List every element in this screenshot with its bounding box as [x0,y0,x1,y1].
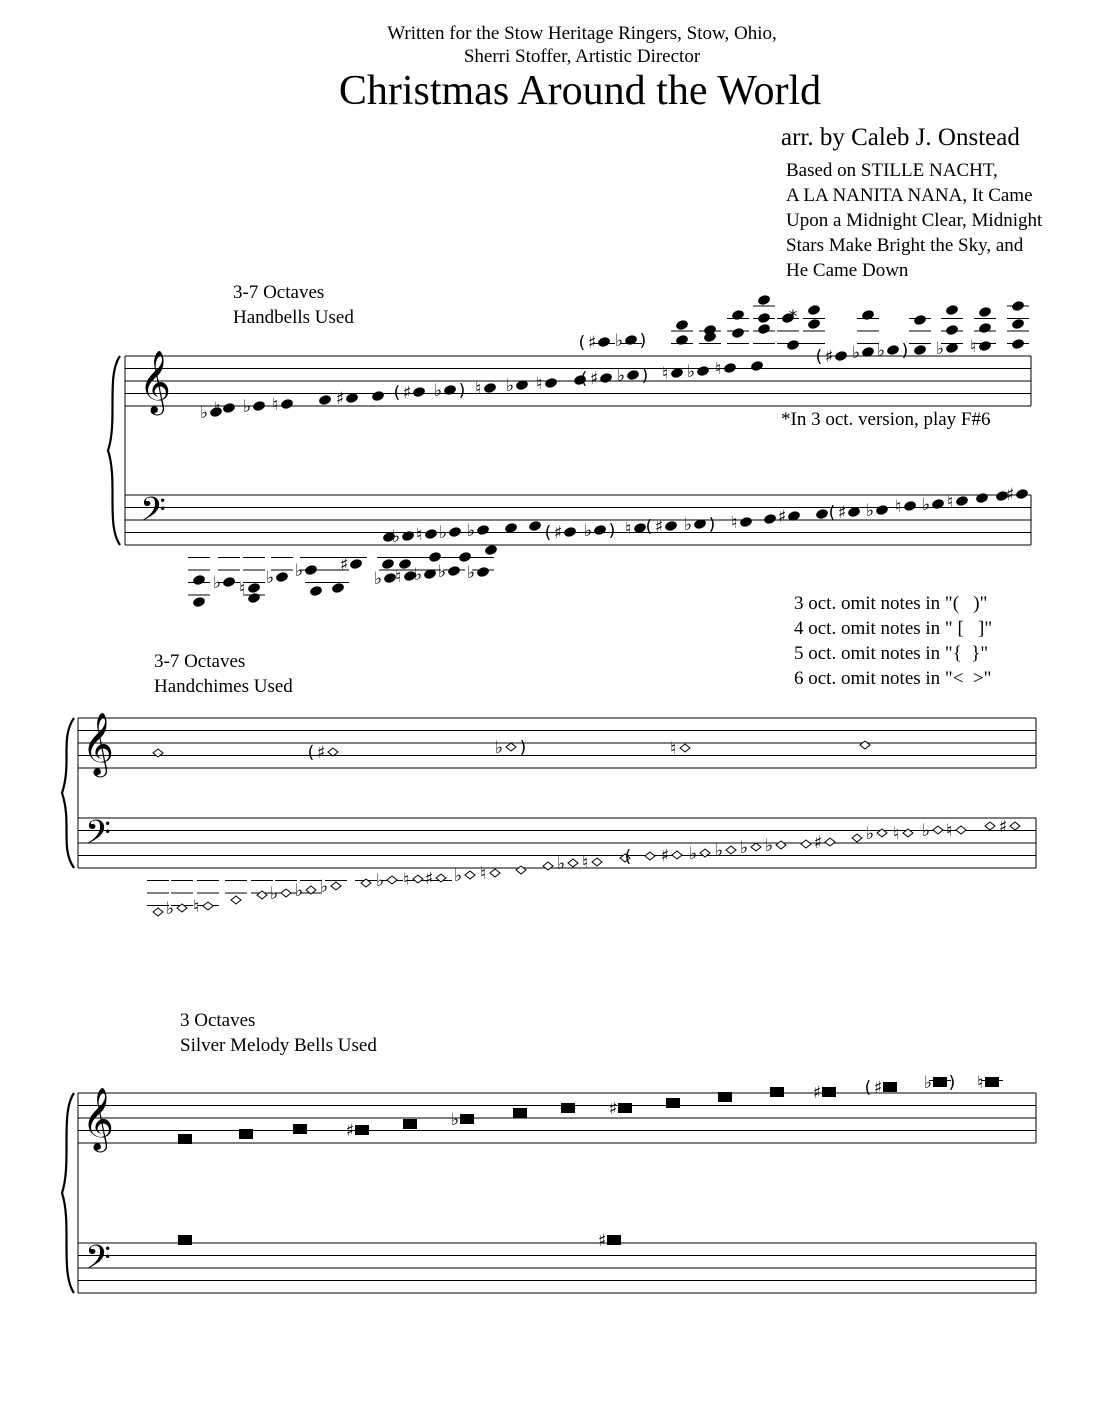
handchime-bass-note-33-head [985,822,995,830]
handchime-bass-note-7-accidental: ♭ [294,881,304,901]
handchime-treble-note-2-paren-open: ( [307,743,315,763]
handchime-bass-note-10-head [387,876,397,884]
melody-bell-treble-note-8-head [561,1103,575,1113]
handbell-asterisk-marker: * [788,307,798,327]
handbell-treble-note-8-accidental: ♯ [402,383,412,403]
handchime-bass-note-18-head [592,858,602,866]
melody-bell-treble-note-3-head [293,1124,307,1134]
handbell-bass-note-11-paren-open: ( [645,517,653,537]
handbell-treble-note-11-accidental: ♭ [505,376,515,396]
melody-bell-treble-note-1-head [178,1134,192,1144]
handbell-bass-note-20-head [931,498,945,510]
melody-bell-treble-note-12-head [770,1087,784,1097]
handchime-bass-note-23-accidental: ♭ [714,841,724,861]
handbell-bass-note-21-head [955,495,969,507]
handbell-treble-note-6-accidental: ♯ [335,389,345,409]
handbell-bass-note-13-accidental: ♮ [730,513,738,533]
handbell-treble-note-1-accidental: ♭ [199,403,209,423]
handbell-treble-note-29-accidental: ♯ [824,347,834,367]
handbell-treble-note-21-head [624,334,638,346]
handbell-bass-note-13-head [739,516,753,528]
handchime-bass-note-18-accidental: ♮ [581,853,589,873]
section-label-handchimes: 3-7 Octaves Handchimes Used [154,651,293,697]
handbell-treble-stack-10-1-head [1011,300,1025,312]
handbell-bass-note-8-accidental: ♯ [553,523,563,543]
handchime-treble-note-3-accidental: ♭ [494,738,504,758]
melody-bell-treble-note-5-head [403,1119,417,1129]
handbell-bass-note-22-head [975,492,989,504]
handbell-treble-note-34-head [978,340,992,352]
melody-bell-treble-note-15-head [933,1077,947,1087]
handbells-brace [108,356,120,545]
melody-bell-treble-note-14-paren-open: ( [864,1078,872,1098]
handbell-treble-note-25-head [757,323,771,335]
melody-bells-brace [62,1093,74,1293]
melody-bell-treble-note-4-accidental: ♯ [345,1121,355,1141]
handchime-bass-note-25-head [776,841,786,849]
handchime-bass-note-11-accidental: ♮ [402,870,410,890]
handbell-treble-note-12-head [544,377,558,389]
handbell-bass-note-18-accidental: ♭ [865,501,875,521]
page-title: Christmas Around the World [338,68,822,114]
handchime-bass-note-26-head [801,840,811,848]
handbell-bass-note-2-head [401,530,415,542]
handchime-bass-note-2-accidental: ♭ [165,899,175,919]
handbell-treble-note-3-accidental: ♭ [242,397,252,417]
handbell-treble-note-28-head [786,339,800,351]
dedication-line-2: Sherri Stoffer, Artistic Director [463,46,701,67]
handchime-bass-note-21-head [672,851,682,859]
handchime-bass-note-8-accidental: ♭ [319,877,329,897]
handbell-bass-note-20-accidental: ♭ [921,495,931,515]
arranger-credit: arr. by Caleb J. Onstead [781,124,1020,151]
handbell-treble-note-9-paren-close: ) [458,381,466,401]
handbell-bass-note-17-paren-open: ( [828,503,836,523]
handbell-treble-note-19-head [750,360,764,372]
handchime-treble-note-5-head [860,741,870,749]
handbell-bass-low-note-5-head [247,592,261,604]
handbell-bass-low-note-10-accidental: ♯ [339,555,349,575]
handbell-treble-note-20-head [597,336,611,348]
handbell-treble-note-33-accidental: ♭ [935,339,945,359]
handbell-treble-note-9-head [443,384,457,396]
handchime-treble-note-2-accidental: ♯ [316,743,326,763]
handbell-bass-note-10-accidental: ♮ [624,519,632,539]
melody-bell-treble-note-16-accidental: ♮ [976,1073,984,1093]
melody-bells-treble-clef: 𝄞 [82,1087,114,1150]
handbell-bass-note-19-accidental: ♮ [894,497,902,517]
handbell-bass-low-note-3-accidental: ♭ [212,573,222,593]
handbell-treble-note-16-accidental: ♮ [661,364,669,384]
handchime-bass-note-34-accidental: ♯ [998,817,1008,837]
handchime-bass-note-17-accidental: ♭ [556,854,566,874]
handbell-bass-note-9-accidental: ♭ [583,521,593,541]
handbell-treble-note-14-head [599,372,613,384]
handbell-bass-low-note-4-head [247,582,261,594]
melody-bell-treble-note-6-head [460,1114,474,1124]
handbell-bass-note-19-head [903,500,917,512]
handbell-bass-note-11-accidental: ♯ [654,517,664,537]
handchime-bass-note-13-accidental: ♭ [453,866,463,886]
handbell-treble-note-8-head [412,386,426,398]
handchime-bass-note-6-head [281,889,291,897]
handbell-bass-note-9-head [593,524,607,536]
melody-bells-bass-clef: 𝄢 [85,1239,111,1285]
handbell-bass-note-4-head [448,526,462,538]
handbell-bass-note-8-head [563,526,577,538]
handchime-bass-note-6-accidental: ♭ [269,884,279,904]
melody-bell-bass-note-2-head [607,1235,621,1245]
melody-bell-treble-note-9-accidental: ♯ [608,1099,618,1119]
handbell-bass-low-note-15-head [447,565,461,577]
handchimes-bass-clef: 𝄢 [85,814,111,860]
handbell-bass-low-note-1-head [192,574,206,586]
handbell-bass-note-2-accidental: ♭ [391,527,401,547]
handchime-bass-note-32-accidental: ♮ [945,821,953,841]
handbell-bass-note-5-accidental: ♭ [466,521,476,541]
footnote-3-octave: *In 3 oct. version, play F#6 [781,409,991,430]
handbell-treble-note-15-accidental: ♭ [616,366,626,386]
handbell-treble-stack-3-1-head [731,309,745,321]
handbell-treble-note-10-accidental: ♮ [474,379,482,399]
handchime-bass-note-4-head [231,896,241,904]
handbells-treble-clef: 𝄞 [139,350,171,413]
handbell-treble-stack-5-1-head [807,304,821,316]
handbell-bass-note-24-head [1015,488,1029,500]
handbell-treble-stack-7-1-head [913,314,927,326]
handbell-bass-low-note-3-head [222,576,236,588]
handchime-bass-note-27-accidental: ♯ [813,833,823,853]
handchime-bass-note-11-head [413,875,423,883]
handbell-bass-low-note-11-head [381,558,395,570]
handchime-bass-note-13-head [465,871,475,879]
handbell-treble-stack-8-2-head [945,324,959,336]
melody-bell-bass-note-2-accidental: ♯ [597,1231,607,1251]
handchime-bass-note-14-accidental: ♮ [479,864,487,884]
melody-bell-bass-note-1-head [178,1235,192,1245]
melody-bell-treble-note-10-head [666,1098,680,1108]
handbell-bass-note-7-head [528,520,542,532]
handbell-bass-low-note-20-head [484,544,498,556]
handbell-treble-note-4-head [280,398,294,410]
handbell-treble-stack-8-1-head [945,304,959,316]
handbell-bass-low-note-8-head [309,585,323,597]
handchime-bass-note-23-head [726,846,736,854]
handbell-bass-low-note-13-accidental: ♮ [394,567,402,587]
handchime-bass-note-3-head [203,902,213,910]
handbell-treble-note-21-paren-close: ) [639,331,647,351]
section-label-handbells: 3-7 Octaves Handbells Used [233,282,354,328]
handbell-bass-low-note-19-head [458,551,472,563]
handchime-bass-note-5-head [257,891,267,899]
handbell-treble-stack-4-2-head [757,312,771,324]
handchime-bass-note-25-accidental: ♭ [764,836,774,856]
melody-bell-treble-note-14-head [883,1082,897,1092]
handbell-bass-note-9-paren-close: ) [608,521,616,541]
handbell-treble-stack-6-1-head [861,309,875,321]
handchime-treble-note-4-accidental: ♮ [669,739,677,759]
handbell-bass-note-12-accidental: ♭ [683,515,693,535]
handbell-treble-note-27-head [807,318,821,330]
handbell-treble-note-22-head [675,334,689,346]
handbell-bass-note-14-head [763,513,777,525]
handchimes-treble-clef: 𝄞 [82,712,114,775]
handchime-bass-note-8-head [331,882,341,890]
handbell-treble-note-17-accidental: ♭ [686,362,696,382]
handbell-treble-note-32-head [913,344,927,356]
handbell-bass-note-3-accidental: ♮ [415,525,423,545]
handbell-treble-note-2-accidental: ♮ [213,399,221,419]
handbells-bass-clef: 𝄢 [140,491,166,537]
handchime-bass-note-24-accidental: ♭ [739,838,749,858]
section-label-melody-bells: 3 Octaves Silver Melody Bells Used [180,1010,377,1056]
handchime-bass-note-31-accidental: ♭ [921,821,931,841]
handbell-treble-stack-9-1-head [978,306,992,318]
based-on-credit: Based on STILLE NACHT, A LA NANITA NANA, It Came Upon a Midnight Clear, Midnight Stars Make Bright the Sky, and He Came Down [786,160,1043,281]
handbell-treble-stack-4-1-head [757,294,771,306]
handbell-bass-note-17-accidental: ♯ [837,503,847,523]
handbell-treble-note-20-accidental: ♯ [587,333,597,353]
handbell-bass-low-note-6-head [275,571,289,583]
handbell-treble-note-5-head [318,394,332,406]
handchime-bass-note-34-head [1010,822,1020,830]
melody-bell-treble-note-7-head [513,1108,527,1118]
handchime-bass-note-12-accidental: ♯ [424,869,434,889]
handbell-treble-note-17-head [696,365,710,377]
handbell-treble-note-34-accidental: ♮ [969,337,977,357]
handbell-treble-stack-10-2-head [1011,318,1025,330]
handchime-bass-note-22-accidental: ♭ [688,844,698,864]
handbell-treble-note-12-accidental: ♮ [535,374,543,394]
melody-bell-treble-note-15-paren-close: ) [948,1073,956,1093]
melody-bell-treble-note-4-head [355,1125,369,1135]
handbell-bass-note-15-accidental: ♯ [777,507,787,527]
handbell-bass-low-note-10-head [349,558,363,570]
handchime-bass-note-20-head [645,852,655,860]
melody-bell-treble-note-16-head [985,1077,999,1087]
melody-bell-treble-note-6-accidental: ♭ [450,1110,460,1130]
handchime-bass-note-16-head [543,862,553,870]
handbell-bass-note-12-paren-close: ) [708,515,716,535]
handbell-bass-note-3-head [424,528,438,540]
handbell-bass-low-note-2-head [192,596,206,608]
handbell-treble-note-29-head [834,350,848,362]
melody-bell-treble-note-15-accidental: ♭ [923,1073,933,1093]
handchime-bass-note-10-accidental: ♭ [375,871,385,891]
melody-bell-treble-note-13-accidental: ♯ [812,1083,822,1103]
melody-bell-treble-note-11-head [718,1092,732,1102]
handbell-bass-note-8-paren-open: ( [544,523,552,543]
handbell-treble-note-18-head [723,362,737,374]
handbell-bass-note-5-head [476,524,490,536]
handchime-treble-note-3-head [506,743,516,751]
handbell-treble-note-3-head [252,400,266,412]
handbell-bass-low-note-4-accidental: ♮ [238,579,246,599]
handbell-bass-low-note-15-accidental: ♭ [437,562,447,582]
handbell-treble-note-8-paren-open: ( [393,383,401,403]
handchime-bass-note-3-accidental: ♮ [192,897,200,917]
melody-bell-treble-note-9-head [618,1103,632,1113]
handbell-treble-note-21-accidental: ♭ [614,331,624,351]
handbell-bass-low-note-9-head [331,582,345,594]
handchime-bass-note-17-head [568,859,578,867]
handbell-treble-note-14-accidental: ♯ [589,369,599,389]
handbell-bass-note-11-head [664,520,678,532]
handbell-treble-stack-1-1-head [675,319,689,331]
handbell-treble-note-4-accidental: ♮ [271,395,279,415]
dedication-line-1: Written for the Stow Heritage Ringers, Stow, Ohio, [387,23,777,44]
handchime-bass-note-29-accidental: ♭ [865,824,875,844]
handchime-treble-note-4-head [680,744,690,752]
handbell-bass-note-16-head [815,508,829,520]
handbell-treble-note-31-paren-close: ) [901,341,909,361]
handbell-treble-note-10-head [483,382,497,394]
handchime-bass-note-15-head [516,866,526,874]
omit-notes-legend: 3 oct. omit notes in "( )" 4 oct. omit notes in " [ ]" 5 oct. omit notes in "{ }" 6 oct. omit notes in "< >" [794,593,993,689]
handbell-bass-low-note-12-accidental: ♭ [373,569,383,589]
handchime-bass-note-21-accidental: ♯ [660,846,670,866]
handbell-bass-low-note-16-head [476,566,490,578]
handbell-treble-note-2-head [222,402,236,414]
handchime-bass-note-14-head [490,869,500,877]
handbell-treble-note-15-paren-close: ) [641,366,649,386]
handbell-treble-note-24-head [731,327,745,339]
handbell-bass-low-note-7-accidental: ♭ [294,561,304,581]
melody-bell-treble-note-13-head [822,1087,836,1097]
melody-bell-treble-note-14-accidental: ♯ [873,1078,883,1098]
handbell-bass-note-21-accidental: ♮ [946,492,954,512]
handbell-treble-note-7-head [371,390,385,402]
handbell-bass-note-18-head [875,504,889,516]
handchime-bass-note-27-head [825,838,835,846]
melody-bell-treble-note-2-head [239,1129,253,1139]
handbell-treble-note-30-accidental: ♭ [851,343,861,363]
handbell-treble-stack-9-2-head [978,322,992,334]
handchime-bass-note-20-paren-open: ( [624,847,632,867]
handbell-treble-note-31-accidental: ♭ [876,341,886,361]
handbell-treble-note-15-head [626,369,640,381]
handbell-treble-note-20-paren-open: ( [578,333,586,353]
handchime-bass-note-30-accidental: ♮ [892,824,900,844]
handbell-treble-note-18-accidental: ♮ [714,359,722,379]
handchime-bass-note-31-head [933,826,943,834]
handbell-treble-note-14-paren-open: ( [580,369,588,389]
handchime-treble-note-2-head [328,748,338,756]
handbell-bass-note-24-accidental: ♯ [1005,485,1015,505]
handchime-bass-note-32-head [956,826,966,834]
handchimes-brace [62,718,74,868]
handbell-bass-low-note-6-accidental: ♭ [265,568,275,588]
handchime-bass-note-1-head [153,908,163,916]
handchime-bass-note-24-head [751,843,761,851]
handbell-treble-note-31-head [886,344,900,356]
handchime-treble-note-3-paren-close: ) [519,738,527,758]
handbell-treble-note-9-accidental: ♭ [433,381,443,401]
handbell-bass-note-4-accidental: ♭ [438,523,448,543]
handchime-bass-note-28-head [852,834,862,842]
handbell-treble-note-29-paren-open: ( [815,347,823,367]
handbell-bass-low-note-16-accidental: ♭ [466,563,476,583]
handbell-bass-low-note-14-accidental: ♭ [413,565,423,585]
